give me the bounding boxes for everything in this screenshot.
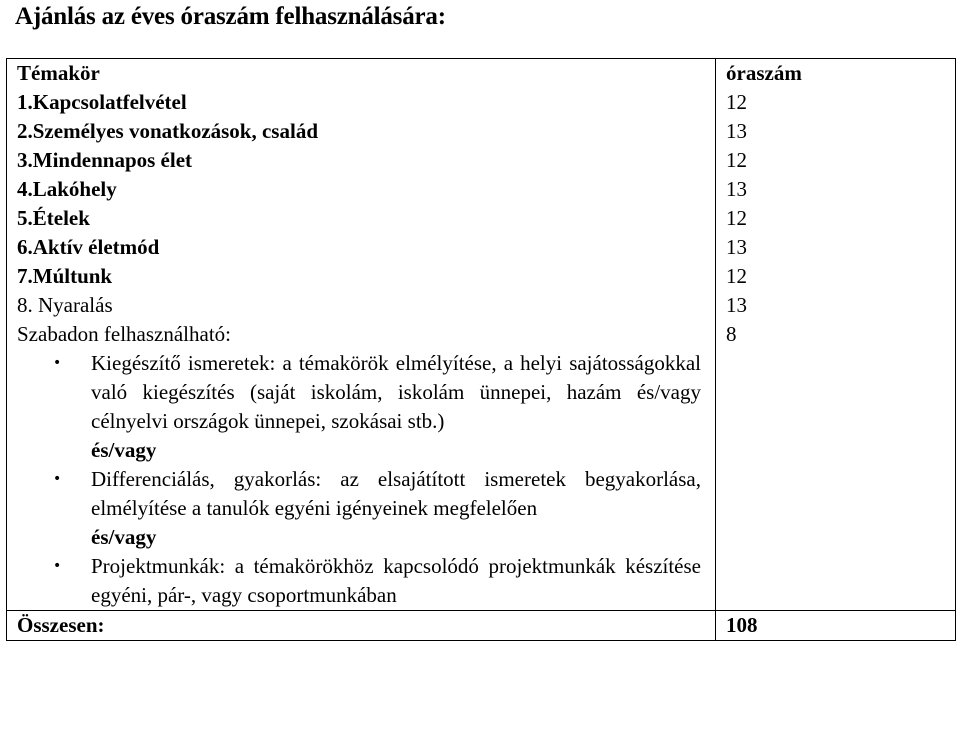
hours-value: 12: [726, 90, 747, 114]
hours-value: 13: [726, 177, 747, 201]
topic-column: [7, 59, 716, 611]
list-item: [17, 349, 715, 436]
topic-item: 3.Mindennapos élet: [17, 148, 193, 172]
topic-item: 7.Múltunk: [17, 264, 113, 288]
topic-item: 8. Nyaralás: [17, 293, 113, 317]
table-total-row: [7, 611, 956, 641]
hours-value: 13: [726, 293, 747, 317]
connector-text: és/vagy: [91, 525, 157, 549]
hours-header: óraszám: [726, 61, 802, 85]
hours-value: 12: [726, 206, 747, 230]
topic-header: Témakör: [17, 61, 100, 85]
page-title: Ajánlás az éves óraszám felhasználására:: [15, 3, 446, 30]
topic-item: 6.Aktív életmód: [17, 235, 160, 259]
bullet-icon: •: [53, 558, 62, 574]
total-value: 108: [716, 611, 956, 641]
hours-value: 12: [726, 264, 747, 288]
list-item: [17, 552, 715, 610]
list-item-text: Projektmunkák: a témakörökhöz kapcsolódó projektmunkák készítése egyéni, pár-, vagy csoportmunkában: [91, 554, 701, 607]
topic-item: 1.Kapcsolatfelvétel: [17, 90, 187, 114]
hours-value: 13: [726, 119, 747, 143]
hours-value: 13: [726, 235, 747, 259]
topic-item: 4.Lakóhely: [17, 177, 117, 201]
hours-table: [6, 58, 956, 641]
bullet-icon: •: [53, 471, 62, 487]
list-item-text: Kiegészítő ismeretek: a témakörök elmélyítése, a helyi sajátosságokkal való kiegészítés (saját iskolám, iskolám ünnepei, hazám és/vagy célnyelvi országok ünnepei, szokásai stb.): [91, 351, 701, 433]
list-item: [17, 465, 715, 523]
list-item-text: Differenciálás, gyakorlás: az elsajátított ismeretek begyakorlása, elmélyítése a tanulók egyéni igényeinek megfelelően: [91, 467, 701, 520]
bullet-icon: •: [53, 355, 62, 371]
free-use-label: Szabadon felhasználható:: [17, 322, 231, 346]
topic-item: 5.Ételek: [17, 206, 90, 230]
table-main-row: [7, 59, 956, 611]
free-use-list: [17, 349, 715, 610]
total-label: Összesen:: [7, 611, 716, 641]
hours-value: 8: [726, 322, 737, 346]
connector-text: és/vagy: [91, 438, 157, 462]
topic-item: 2.Személyes vonatkozások, család: [17, 119, 318, 143]
hours-column: [716, 59, 956, 611]
hours-value: 12: [726, 148, 747, 172]
